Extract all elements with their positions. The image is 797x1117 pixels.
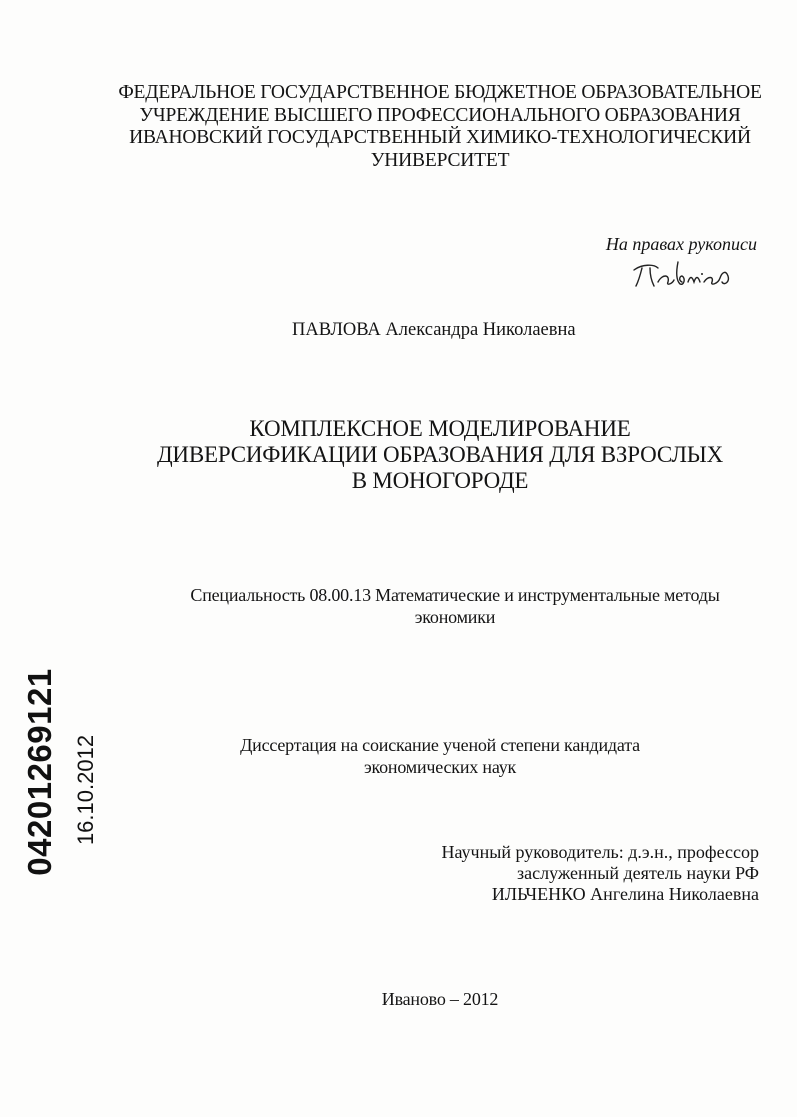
author-name: ПАВЛОВА Александра Николаевна: [292, 320, 576, 340]
stamp-date: 16.10.2012: [73, 734, 98, 846]
institution-header: [60, 82, 797, 172]
signature-icon: [628, 254, 738, 294]
title-line-2: ДИВЕРСИФИКАЦИИ ОБРАЗОВАНИЯ ДЛЯ ВЗРОСЛЫХ: [156, 442, 724, 467]
specialty-line-2: экономики: [414, 607, 496, 627]
stamp-number: 04201269121: [21, 668, 58, 876]
city-year: Иваново – 2012: [381, 989, 499, 1009]
degree-line-1: Диссертация на соискание ученой степени кандидата: [240, 735, 640, 755]
advisor-line-3: ИЛЬЧЕНКО Ангелина Николаевна: [491, 884, 759, 904]
advisor-line-1: Научный руководитель: д.э.н., профессор: [441, 842, 759, 862]
institution-line-4: УНИВЕРСИТЕТ: [370, 149, 510, 171]
institution-line-2: УЧРЕЖДЕНИЕ ВЫСШЕГО ПРОФЕССИОНАЛЬНОГО ОБРАЗОВАНИЯ: [139, 104, 741, 126]
advisor-line-2: заслуженный деятель науки РФ: [517, 863, 759, 883]
manuscript-rights-label: На правах рукописи: [605, 234, 757, 254]
institution-line-1: ФЕДЕРАЛЬНОЕ ГОСУДАРСТВЕННОЕ БЮДЖЕТНОЕ ОБРАЗОВАТЕЛЬНОЕ: [118, 82, 762, 103]
dissertation-title: [100, 416, 780, 494]
title-line-3: В МОНОГОРОДЕ: [351, 468, 529, 493]
institution-line-3: ИВАНОВСКИЙ ГОСУДАРСТВЕННЫЙ ХИМИКО-ТЕХНОЛОГИЧЕСКИЙ: [129, 127, 751, 148]
degree-statement: [140, 734, 740, 778]
title-line-1: КОМПЛЕКСНОЕ МОДЕЛИРОВАНИЕ: [249, 416, 631, 441]
specialty: [140, 584, 770, 628]
scientific-advisor: [441, 842, 759, 905]
degree-line-2: экономических наук: [363, 757, 517, 777]
specialty-line-1: Специальность 08.00.13 Математические и инструментальные методы: [190, 585, 720, 605]
